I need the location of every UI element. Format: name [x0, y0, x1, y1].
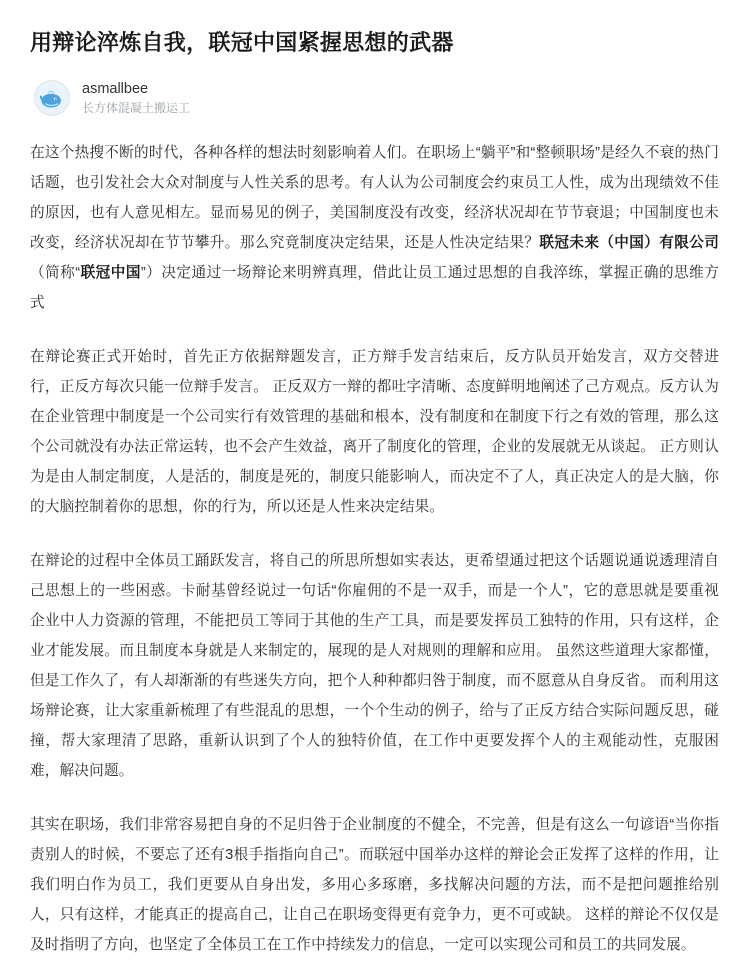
paragraph-text: 其实在职场，我们非常容易把自身的不足归咎于企业制度的不健全，不完善，但是有这么一句谚语“当你指责别人的时候，不要忘了还有3根手指指向自己”。而联冠中国举办这样的辩论会正发挥了这样的作用，让我们明白作为员工，我们更要从自身出发，多用心多琢磨，多找解决问题的方法，而不是把问题推给别人，只有这样，才能真正的提高自己，让自己在职场变得更有竞争力，更不可或缺。 这样的辩论不仅仅是及时指明了方向，也坚定了全体员工在工作中持续发力的信息，一定可以实现公司和员工的共同发展。 — [30, 817, 719, 953]
paragraph-text: （简称“ — [30, 265, 81, 281]
emphasis-text: 联冠未来（中国）有限公司 — [539, 235, 719, 251]
article-body — [30, 138, 719, 960]
article-paragraph — [30, 342, 719, 522]
article-paragraph — [30, 138, 719, 318]
paragraph-text: 在辩论的过程中全体员工踊跃发言，将自己的所思所想如实表达，更希望通过把这个话题说通说透理清自己思想上的一些困惑。卡耐基曾经说过一句话“你雇佣的不是一双手，而是一个人”，它的意思就是要重视企业中人力资源的管理，不能把员工等同于其他的生产工具，而是要发挥员工独特的作用，只有这样，企业才能发展。而且制度本身就是人来制定的，展现的是人对规则的理解和应用。 虽然这些道理大家都懂， 但是工作久了，有人却渐渐的有些迷失方向，把个人种种都归咎于制度，而不愿意从自身反省。 而利用这场辩论赛，让大家重新梳理了有些混乱的思想，一个个生动的例子，给与了正反方结合实际问题反思，碰撞，帮大家理清了思路，重新认识到了个人的独特价值，在工作中更要发挥个人的主观能动性，克服困难，解决问题。 — [30, 553, 719, 779]
author-meta — [82, 80, 190, 116]
article-paragraph — [30, 546, 719, 786]
paragraph-text: 在这个热搜不断的时代，各种各样的想法时刻影响着人们。在职场上“躺平”和“整顿职场”是经久不衰的热门话题，也引发社会大众对制度与人性关系的思考。有人认为公司制度会约束员工人性，成为出现绩效不佳的原因，也有人意见相左。显而易见的例子，美国制度没有改变，经济状况却在节节衰退；中国制度也未改变，经济状况却在节节攀升。那么究竟制度决定结果，还是人性决定结果？ — [30, 145, 719, 251]
paragraph-text: ”）决定通过一场辩论来明辨真理，借此让员工通过思想的自我淬练，掌握正确的思维方式 — [30, 265, 719, 311]
avatar[interactable] — [34, 80, 70, 116]
page-title: 用辩论淬炼自我，联冠中国紧握思想的武器 — [30, 30, 454, 55]
emphasis-text: 联冠中国 — [80, 265, 141, 281]
whale-avatar-icon — [39, 86, 65, 112]
author-row[interactable] — [30, 80, 719, 116]
article-paragraph — [30, 810, 719, 960]
author-name[interactable]: asmallbee — [82, 81, 149, 97]
author-subtitle: 长方体混凝土搬运工 — [82, 101, 191, 115]
paragraph-text: 在辩论赛正式开始时，首先正方依据辩题发言，正方辩手发言结束后，反方队员开始发言，双方交替进行，正反方每次只能一位辩手发言。 正反双方一辩的都吐字清晰、态度鲜明地阐述了己方观点。反方认为在企业管理中制度是一个公司实行有效管理的基础和根本，没有制度和在制度下行之有效的管理，那么这个公司就没有办法正常运转，也不会产生效益，离开了制度化的管理，企业的发展就无从谈起。 正方则认为是由人制定制度，人是活的，制度是死的，制度只能影响人，而决定不了人，真正决定人的是大脑，你的大脑控制着你的思想，你的行为，所以还是人性来决定结果。 — [30, 349, 719, 515]
